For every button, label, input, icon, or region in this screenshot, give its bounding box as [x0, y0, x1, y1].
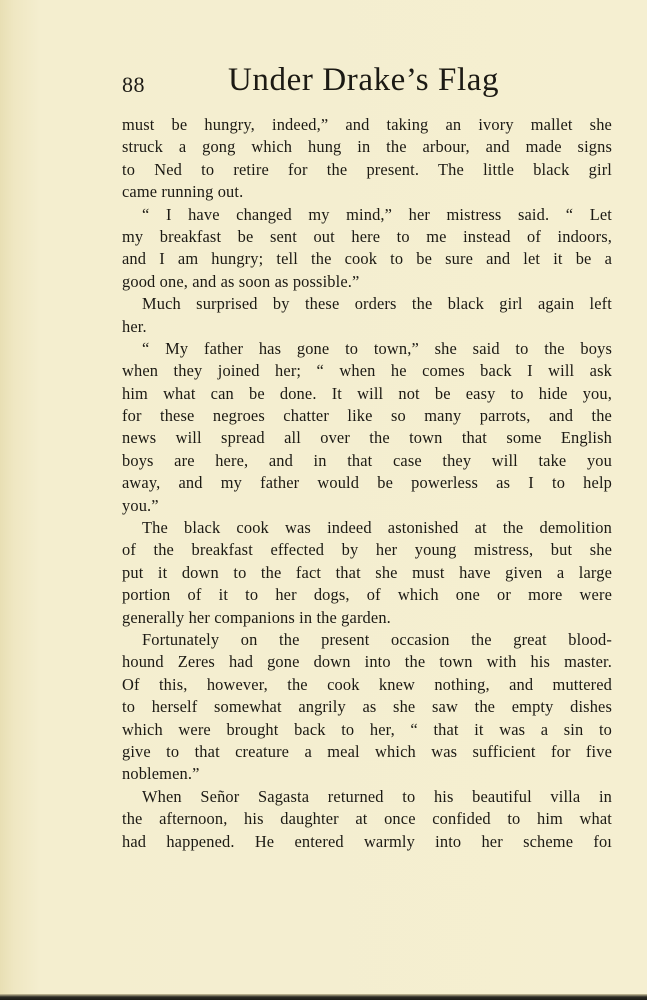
- text-line: Of this, however, the cook knew nothing, and muttered: [122, 674, 612, 694]
- text-line: boys are here, and in that case they will take you: [122, 450, 612, 470]
- text-line: to herself somewhat angrily as she saw the empty dishes: [122, 697, 612, 717]
- running-title: Under Drake’s Flag: [228, 62, 500, 98]
- text-line: to Ned to retire for the present. The little black girl: [122, 159, 612, 179]
- text-line: When Señor Sagasta returned to his beautiful villa in: [142, 786, 612, 806]
- text-line: The black cook was indeed astonished at the demolition: [142, 518, 612, 538]
- text-line: Fortunately on the present occasion the great blood-: [142, 629, 612, 649]
- text-line: and I am hungry; tell the cook to be sure and let it be a: [122, 249, 612, 269]
- running-head: [122, 62, 612, 106]
- text-line: good one, and as soon as possible.”: [122, 271, 360, 291]
- page-number: 88: [122, 72, 145, 97]
- page-bottom-edge: [0, 994, 647, 1000]
- text-line: portion of it to her dogs, of which one or more were: [122, 585, 612, 605]
- text-line: which were brought back to her, “ that it was a sin to: [122, 719, 612, 739]
- text-line: must be hungry, indeed,” and taking an ivory mallet she: [122, 115, 612, 134]
- text-line: came running out.: [122, 182, 244, 202]
- text-line: put it down to the fact that she must have given a large: [122, 562, 612, 582]
- text-line: news will spread all over the town that some English: [122, 428, 612, 448]
- text-line: you.”: [122, 495, 159, 515]
- text-line: struck a gong which hung in the arbour, and made signs: [122, 137, 612, 157]
- text-line: had happened. He entered warmly into her scheme foı: [122, 831, 612, 851]
- text-line: Much surprised by these orders the black girl again left: [142, 294, 612, 314]
- text-line: generally her companions in the garden.: [122, 607, 391, 627]
- text-line: away, and my father would be powerless as I to help: [122, 473, 612, 493]
- text-line: “ I have changed my mind,” her mistress said. “ Let: [142, 204, 612, 224]
- text-line: for these negroes chatter like so many parrots, and the: [122, 406, 612, 426]
- text-line: her.: [122, 316, 147, 336]
- text-line: of the breakfast effected by her young mistress, but she: [122, 540, 612, 560]
- text-line: “ My father has gone to town,” she said to the boys: [142, 338, 612, 358]
- text-line: when they joined her; “ when he comes back I will ask: [122, 361, 612, 381]
- text-line: give to that creature a meal which was sufficient for five: [122, 741, 612, 761]
- text-line: hound Zeres had gone down into the town with his master.: [122, 652, 612, 672]
- body-text: [122, 114, 612, 853]
- text-line: noblemen.”: [122, 764, 200, 784]
- text-line: my breakfast be sent out here to me instead of indoors,: [122, 226, 612, 246]
- text-line: him what can be done. It will not be easy to hide you,: [122, 383, 612, 403]
- text-line: the afternoon, his daughter at once confided to him what: [122, 809, 612, 829]
